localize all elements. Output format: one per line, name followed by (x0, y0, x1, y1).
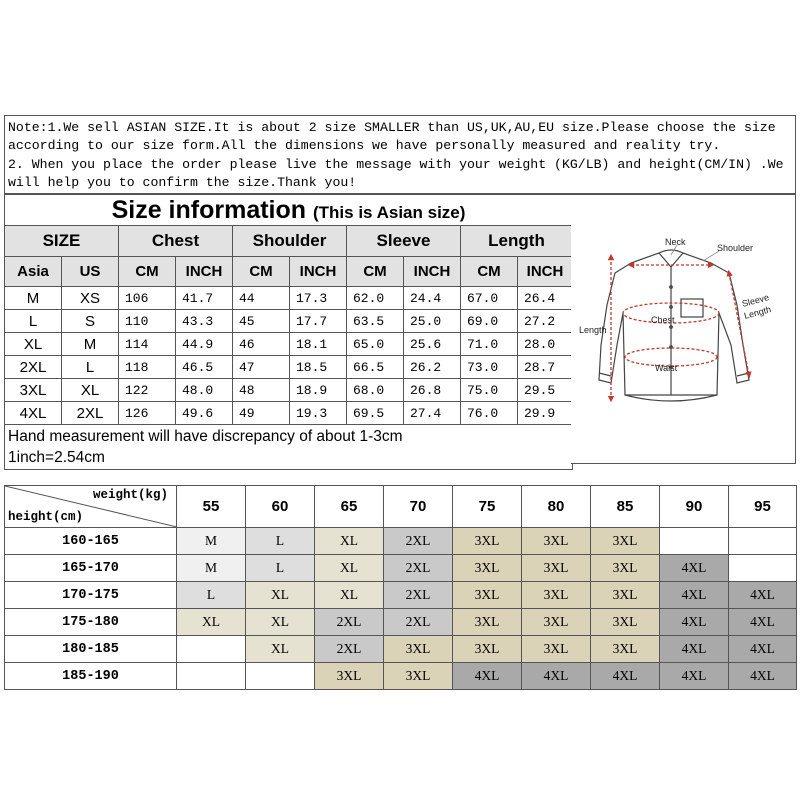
measurement-cell: 126 (119, 402, 176, 425)
recommended-size-cell: XL (315, 582, 384, 609)
size-table-title (5, 195, 573, 226)
height-range-cell: 185-190 (5, 663, 177, 690)
weight-column-header: 65 (315, 486, 384, 528)
recommended-size-cell: 2XL (384, 528, 453, 555)
measurement-cell: 75.0 (461, 379, 518, 402)
recommended-size-cell: M (177, 555, 246, 582)
recommended-size-cell: 3XL (591, 555, 660, 582)
weight-column-header: 75 (453, 486, 522, 528)
recommended-size-cell: L (246, 555, 315, 582)
weight-column-header: 80 (522, 486, 591, 528)
measurement-cell: 29.9 (518, 402, 573, 425)
size-row (5, 310, 573, 333)
shoulder-label: Shoulder (717, 243, 754, 253)
unit-header-cell: INCH (404, 257, 461, 287)
measurement-cell: 118 (119, 356, 176, 379)
recommended-size-cell: 4XL (660, 663, 729, 690)
recommended-size-cell (729, 555, 797, 582)
recommended-size-cell: 4XL (729, 663, 797, 690)
size-table-footer (5, 425, 573, 470)
measurement-cell: 106 (119, 287, 176, 310)
recommended-size-cell (729, 528, 797, 555)
measurement-cell: 69.5 (347, 402, 404, 425)
measurement-cell: 44 (233, 287, 290, 310)
measurement-cell: 47 (233, 356, 290, 379)
recommended-size-cell: 3XL (453, 636, 522, 663)
recommended-size-cell: 2XL (384, 555, 453, 582)
recommended-size-cell: 3XL (591, 636, 660, 663)
measurement-cell: 18.1 (290, 333, 347, 356)
us-size-cell: S (62, 310, 119, 333)
weight-column-header: 60 (246, 486, 315, 528)
size-row (5, 379, 573, 402)
height-row (5, 582, 797, 609)
group-header-chest: Chest (119, 226, 233, 257)
sleeve-length-label: Length (742, 304, 773, 321)
size-table-title-text: Size information (111, 195, 307, 224)
measurement-cell: 18.5 (290, 356, 347, 379)
measurement-cell: 62.0 (347, 287, 404, 310)
asia-size-cell: L (5, 310, 62, 333)
size-information-table (4, 194, 573, 470)
measurement-cell: 27.4 (404, 402, 461, 425)
waist-label: Waist (655, 363, 678, 373)
measurement-cell: 110 (119, 310, 176, 333)
recommended-size-cell: 4XL (453, 663, 522, 690)
unit-header-cell: INCH (518, 257, 573, 287)
size-table-subtitle: (This is Asian size) (313, 202, 466, 222)
unit-header-cell: CM (461, 257, 518, 287)
size-note (4, 115, 796, 194)
note-line: according to our size form.All the dimensions we have personally measured and reality try. (8, 138, 721, 154)
discrepancy-note: Hand measurement will have discrepancy of about 1-3cm (8, 428, 403, 445)
measurement-cell: 43.3 (176, 310, 233, 333)
measurement-cell: 26.4 (518, 287, 573, 310)
recommended-size-cell: 4XL (729, 636, 797, 663)
height-row (5, 528, 797, 555)
measurement-cell: 45 (233, 310, 290, 333)
recommended-size-cell: 3XL (522, 582, 591, 609)
recommended-size-cell: XL (177, 609, 246, 636)
weight-axis-label: weight(kg) (92, 488, 168, 502)
measurement-cell: 63.5 (347, 310, 404, 333)
recommended-size-cell: 2XL (384, 609, 453, 636)
shirt-measurement-diagram (571, 194, 796, 464)
measurement-cell: 73.0 (461, 356, 518, 379)
measurement-cell: 67.0 (461, 287, 518, 310)
note-line: Note:1.We sell ASIAN SIZE.It is about 2 size SMALLER than US,UK,AU,EU size.Please choose the size (8, 120, 776, 135)
neck-label: Neck (665, 237, 686, 247)
height-range-cell: 165-170 (5, 555, 177, 582)
unit-header-row (5, 257, 573, 287)
unit-header-cell: CM (233, 257, 290, 287)
recommended-size-cell: 4XL (660, 636, 729, 663)
note-line: 2. When you place the order please live the message with your weight (KG/LB) and height(CM/IN) .We (8, 156, 784, 172)
weight-column-header: 95 (729, 486, 797, 528)
recommended-size-cell: 3XL (315, 663, 384, 690)
weight-header-row (5, 486, 797, 528)
recommended-size-cell: 3XL (591, 609, 660, 636)
recommended-size-cell: 3XL (453, 609, 522, 636)
group-header-shoulder: Shoulder (233, 226, 347, 257)
shirt-outline (599, 250, 749, 401)
recommended-size-cell: 4XL (729, 609, 797, 636)
measurement-cell: 68.0 (347, 379, 404, 402)
measurement-cell: 49.6 (176, 402, 233, 425)
recommended-size-cell: L (246, 528, 315, 555)
recommended-size-cell (177, 663, 246, 690)
recommended-size-cell (177, 636, 246, 663)
measurement-cell: 48.0 (176, 379, 233, 402)
sleeve-label: Sleeve (740, 292, 771, 309)
weight-column-header: 70 (384, 486, 453, 528)
chest-label: Chest (651, 315, 675, 325)
recommended-size-cell: L (177, 582, 246, 609)
recommended-size-cell (660, 528, 729, 555)
us-size-cell: L (62, 356, 119, 379)
inch-conversion-note: 1inch=2.54cm (8, 449, 105, 466)
measurement-arrows (611, 257, 749, 399)
recommended-size-cell: 3XL (522, 609, 591, 636)
unit-header-cell: CM (119, 257, 176, 287)
height-range-cell: 180-185 (5, 636, 177, 663)
measurement-cell: 28.0 (518, 333, 573, 356)
height-row (5, 555, 797, 582)
height-row (5, 609, 797, 636)
recommended-size-cell: 4XL (660, 555, 729, 582)
weight-height-size-table (4, 485, 797, 690)
recommended-size-cell: 3XL (522, 528, 591, 555)
measurement-cell: 27.2 (518, 310, 573, 333)
group-header-size: SIZE (5, 226, 119, 257)
measurement-cell: 41.7 (176, 287, 233, 310)
weight-column-header: 85 (591, 486, 660, 528)
recommended-size-cell: XL (315, 555, 384, 582)
recommended-size-cell: 4XL (522, 663, 591, 690)
recommended-size-cell (246, 663, 315, 690)
recommended-size-cell: 3XL (384, 636, 453, 663)
recommended-size-cell: 2XL (384, 582, 453, 609)
measurement-cell: 114 (119, 333, 176, 356)
recommended-size-cell: 3XL (591, 528, 660, 555)
recommended-size-cell: XL (246, 582, 315, 609)
size-row (5, 333, 573, 356)
length-label: Length (579, 325, 607, 335)
measurement-cell: 29.5 (518, 379, 573, 402)
measurement-cell: 46 (233, 333, 290, 356)
measurement-cell: 46.5 (176, 356, 233, 379)
unit-header-cell: US (62, 257, 119, 287)
measurement-cell: 76.0 (461, 402, 518, 425)
recommended-size-cell: 4XL (660, 582, 729, 609)
us-size-cell: XL (62, 379, 119, 402)
height-range-cell: 160-165 (5, 528, 177, 555)
size-row (5, 287, 573, 310)
recommended-size-cell: 2XL (315, 636, 384, 663)
measurement-cell: 66.5 (347, 356, 404, 379)
recommended-size-cell: 4XL (660, 609, 729, 636)
group-header-length: Length (461, 226, 573, 257)
asia-size-cell: 4XL (5, 402, 62, 425)
recommended-size-cell: 3XL (522, 555, 591, 582)
recommended-size-cell: XL (246, 636, 315, 663)
measurement-cell: 122 (119, 379, 176, 402)
weight-column-header: 90 (660, 486, 729, 528)
unit-header-cell: INCH (290, 257, 347, 287)
asia-size-cell: 2XL (5, 356, 62, 379)
unit-header-cell: CM (347, 257, 404, 287)
measurement-cell: 17.7 (290, 310, 347, 333)
recommended-size-cell: M (177, 528, 246, 555)
weight-column-header: 55 (177, 486, 246, 528)
recommended-size-cell: 3XL (453, 555, 522, 582)
measurement-cell: 25.6 (404, 333, 461, 356)
size-row (5, 402, 573, 425)
height-row (5, 663, 797, 690)
measurement-cell: 26.2 (404, 356, 461, 379)
recommended-size-cell: XL (246, 609, 315, 636)
height-range-cell: 175-180 (5, 609, 177, 636)
measurement-cell: 48 (233, 379, 290, 402)
measurement-cell: 26.8 (404, 379, 461, 402)
unit-header-cell: Asia (5, 257, 62, 287)
recommended-size-cell: 4XL (591, 663, 660, 690)
measurement-cell: 28.7 (518, 356, 573, 379)
us-size-cell: M (62, 333, 119, 356)
recommended-size-cell: 3XL (453, 582, 522, 609)
height-range-cell: 170-175 (5, 582, 177, 609)
measurement-cell: 19.3 (290, 402, 347, 425)
recommended-size-cell: 3XL (522, 636, 591, 663)
measurement-cell: 25.0 (404, 310, 461, 333)
measurement-cell: 65.0 (347, 333, 404, 356)
size-row (5, 356, 573, 379)
measurement-cell: 18.9 (290, 379, 347, 402)
asia-size-cell: M (5, 287, 62, 310)
recommended-size-cell: 2XL (315, 609, 384, 636)
recommended-size-cell: 3XL (384, 663, 453, 690)
us-size-cell: 2XL (62, 402, 119, 425)
measurement-cell: 49 (233, 402, 290, 425)
group-header-sleeve: Sleeve (347, 226, 461, 257)
recommended-size-cell: 4XL (729, 582, 797, 609)
height-axis-label: height(cm) (8, 510, 84, 524)
note-line: will help you to confirm the size.Thank you! (8, 174, 357, 190)
us-size-cell: XS (62, 287, 119, 310)
measurement-cell: 69.0 (461, 310, 518, 333)
recommended-size-cell: 3XL (453, 528, 522, 555)
recommended-size-cell: 3XL (591, 582, 660, 609)
unit-header-cell: INCH (176, 257, 233, 287)
weight-height-corner (5, 486, 177, 528)
recommended-size-cell: XL (315, 528, 384, 555)
measurement-cell: 44.9 (176, 333, 233, 356)
measurement-cell: 17.3 (290, 287, 347, 310)
shirt-illustration (571, 195, 795, 463)
asia-size-cell: XL (5, 333, 62, 356)
measurement-cell: 24.4 (404, 287, 461, 310)
measurement-cell: 71.0 (461, 333, 518, 356)
asia-size-cell: 3XL (5, 379, 62, 402)
height-row (5, 636, 797, 663)
